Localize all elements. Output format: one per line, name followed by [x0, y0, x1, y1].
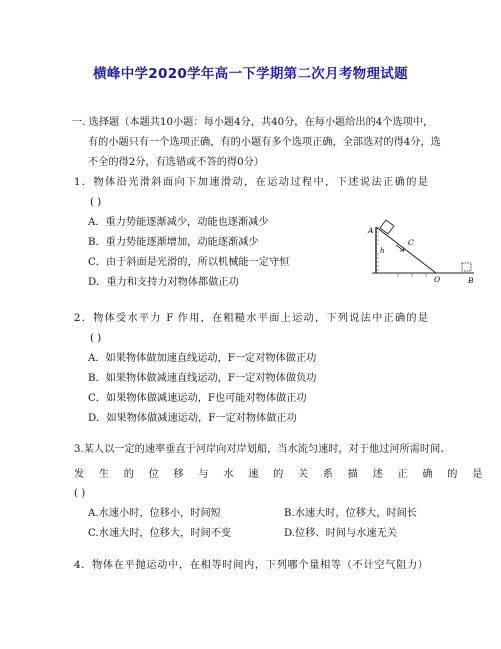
question-4-stem: 4．物体在平抛运动中，在相等时间内，下列哪个量相等（不计空气阻力） [74, 560, 428, 571]
question-1-stem: 1．物体沿光滑斜面向下加速滑动，在运动过程中，下述说法正确的是 [74, 177, 428, 188]
section-instructions-line-1: 一. 选择题（本题共10小题：每小题4分，共40分，在每小题给出的4个选项中， [72, 117, 434, 128]
question-2-stem: 2．物体受水平力 F 作用，在粗糙水平面上运动，下列说法中正确的是 [74, 313, 428, 324]
section-instructions-line-2: 有的小题只有一个选项正确，有的小题有多个选项正确，全部选对的得4分，选 [88, 137, 441, 148]
question-2-option-c: C．如果物体做减速运动，F也可能对物体做正功 [88, 393, 307, 404]
question-3-option-a: A.水速小时，位移小，时间短 [88, 508, 221, 519]
question-1-option-d: D．重力和支持力对物体都做正功 [88, 277, 239, 288]
label-h: h [380, 247, 385, 255]
question-1-option-b: B．重力势能逐渐增加，动能逐渐减少 [88, 237, 259, 248]
question-3-answer-paren: ( ) [74, 488, 86, 499]
question-1-option-a: A．重力势能逐渐减少，动能也逐渐减少 [88, 217, 269, 228]
label-a: A [368, 226, 374, 235]
question-3-option-b: B.水速大时，位移大，时间长 [284, 508, 417, 519]
question-3-option-d: D.位移、时间与水速无关 [284, 528, 397, 539]
page-title: 横峰中学2020学年高一下学期第二次月考物理试题 [93, 66, 408, 82]
question-2-option-a: A．如果物体做加速直线运动，F一定对物体做正功 [88, 353, 317, 364]
question-1-option-c: C．由于斜面是光滑的，所以机械能一定守恒 [88, 257, 290, 268]
question-2-answer-paren: ( ) [90, 333, 102, 344]
question-3-line-2: 发生的位移与水速的关系描述正确的是 [74, 469, 498, 480]
incline-surface [376, 227, 436, 273]
incline-figure [362, 217, 482, 287]
question-2-option-b: B．如果物体做减速直线运动，F一定对物体做负功 [88, 373, 317, 384]
question-1-answer-paren: ( ) [90, 197, 102, 208]
question-3-option-c: C.水速大时，位移大，时间不变 [88, 528, 232, 539]
question-2-option-d: D．如果物体做减速运动，F一定对物体做正功 [88, 413, 297, 424]
label-b: B [468, 276, 474, 285]
section-instructions-line-3: 不全的得2分，有选错或不答的得0分） [88, 157, 264, 168]
question-3-line-1: 3.某人以一定的速率垂直于河岸向对岸划船，当水流匀速时，对于他过河所需时间、 [74, 444, 451, 455]
label-c: C [408, 238, 414, 247]
label-o: O [434, 275, 441, 284]
block-on-ground [462, 263, 471, 271]
